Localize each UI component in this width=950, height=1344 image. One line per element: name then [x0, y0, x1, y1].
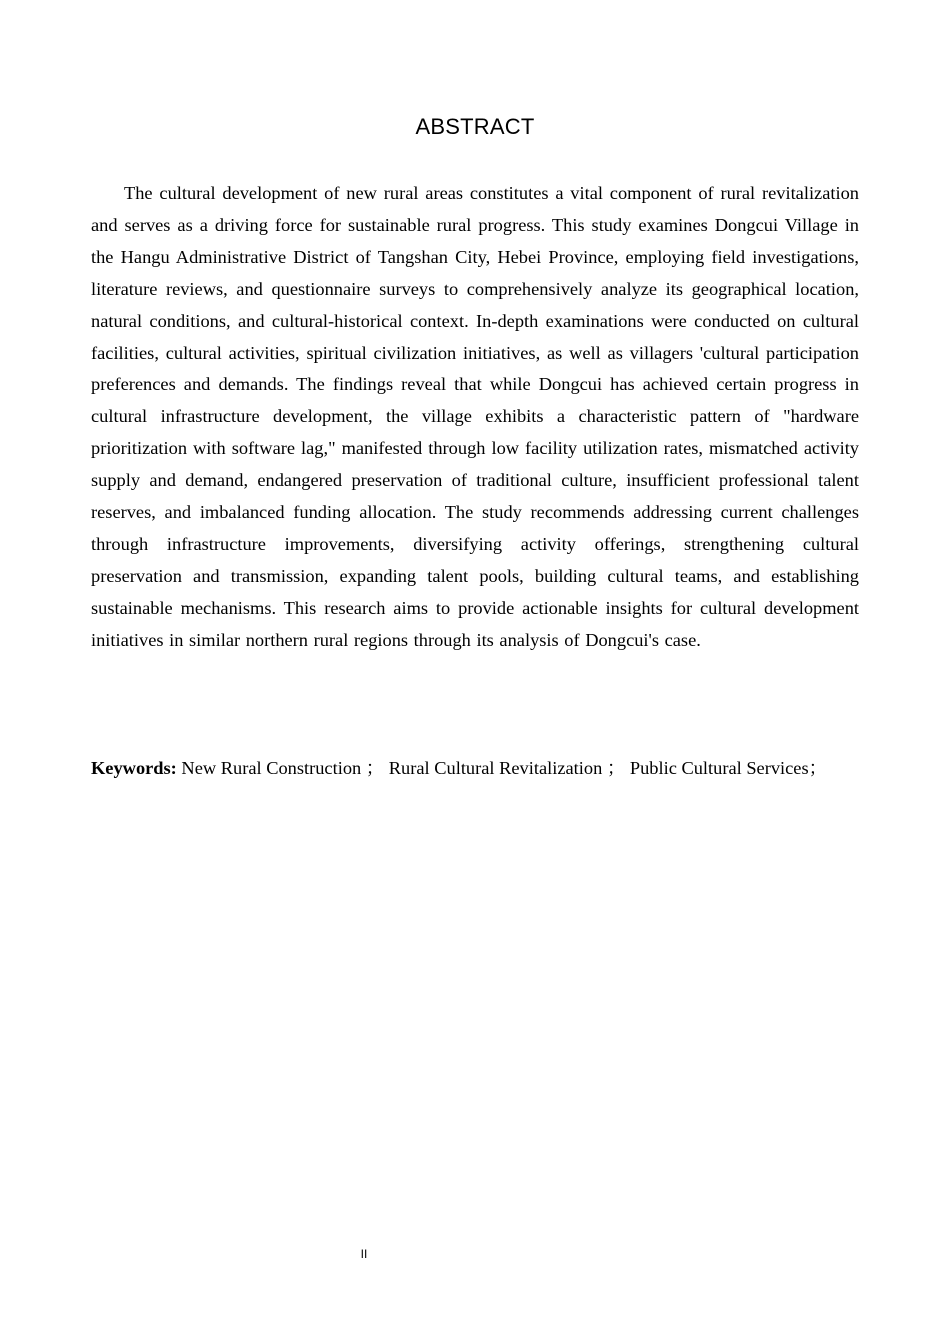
page-number: II — [360, 1247, 368, 1261]
abstract-paragraph: The cultural development of new rural areas constitutes a vital component of rural revitalization and serves as a driving force for sustainable rural progress. This study examines Dongcui Village in the Hangu Administrative District of Tangshan City, Hebei Province, employing field investigations, literature reviews, and questionnaire surveys to comprehensively analyze its geographical location, natural conditions, and cultural-historical context. In-depth examinations were conducted on cultural facilities, cultural activities, spiritual civilization initiatives, as well as villagers 'cultural participation preferences and demands. The findings reveal that while Dongcui has achieved certain progress in cultural infrastructure development, the village exhibits a characteristic pattern of "hardware prioritization with software lag," manifested through low facility utilization rates, mismatched activity supply and demand, endangered preservation of traditional culture, insufficient professional talent reserves, and imbalanced funding allocation. The study recommends addressing current challenges through infrastructure improvements, diversifying activity offerings, strengthening cultural preservation and transmission, expanding talent pools, building cultural teams, and establishing sustainable mechanisms. This research aims to provide actionable insights for cultural development initiatives in similar northern rural regions through its analysis of Dongcui's case. — [91, 183, 859, 650]
abstract-title: ABSTRACT — [415, 114, 535, 139]
keywords-line — [91, 753, 859, 785]
keywords-text: New Rural Construction ； Rural Cultural Revitalization ； Public Cultural Services； — [176, 758, 828, 778]
keywords-label: Keywords: — [91, 758, 177, 778]
